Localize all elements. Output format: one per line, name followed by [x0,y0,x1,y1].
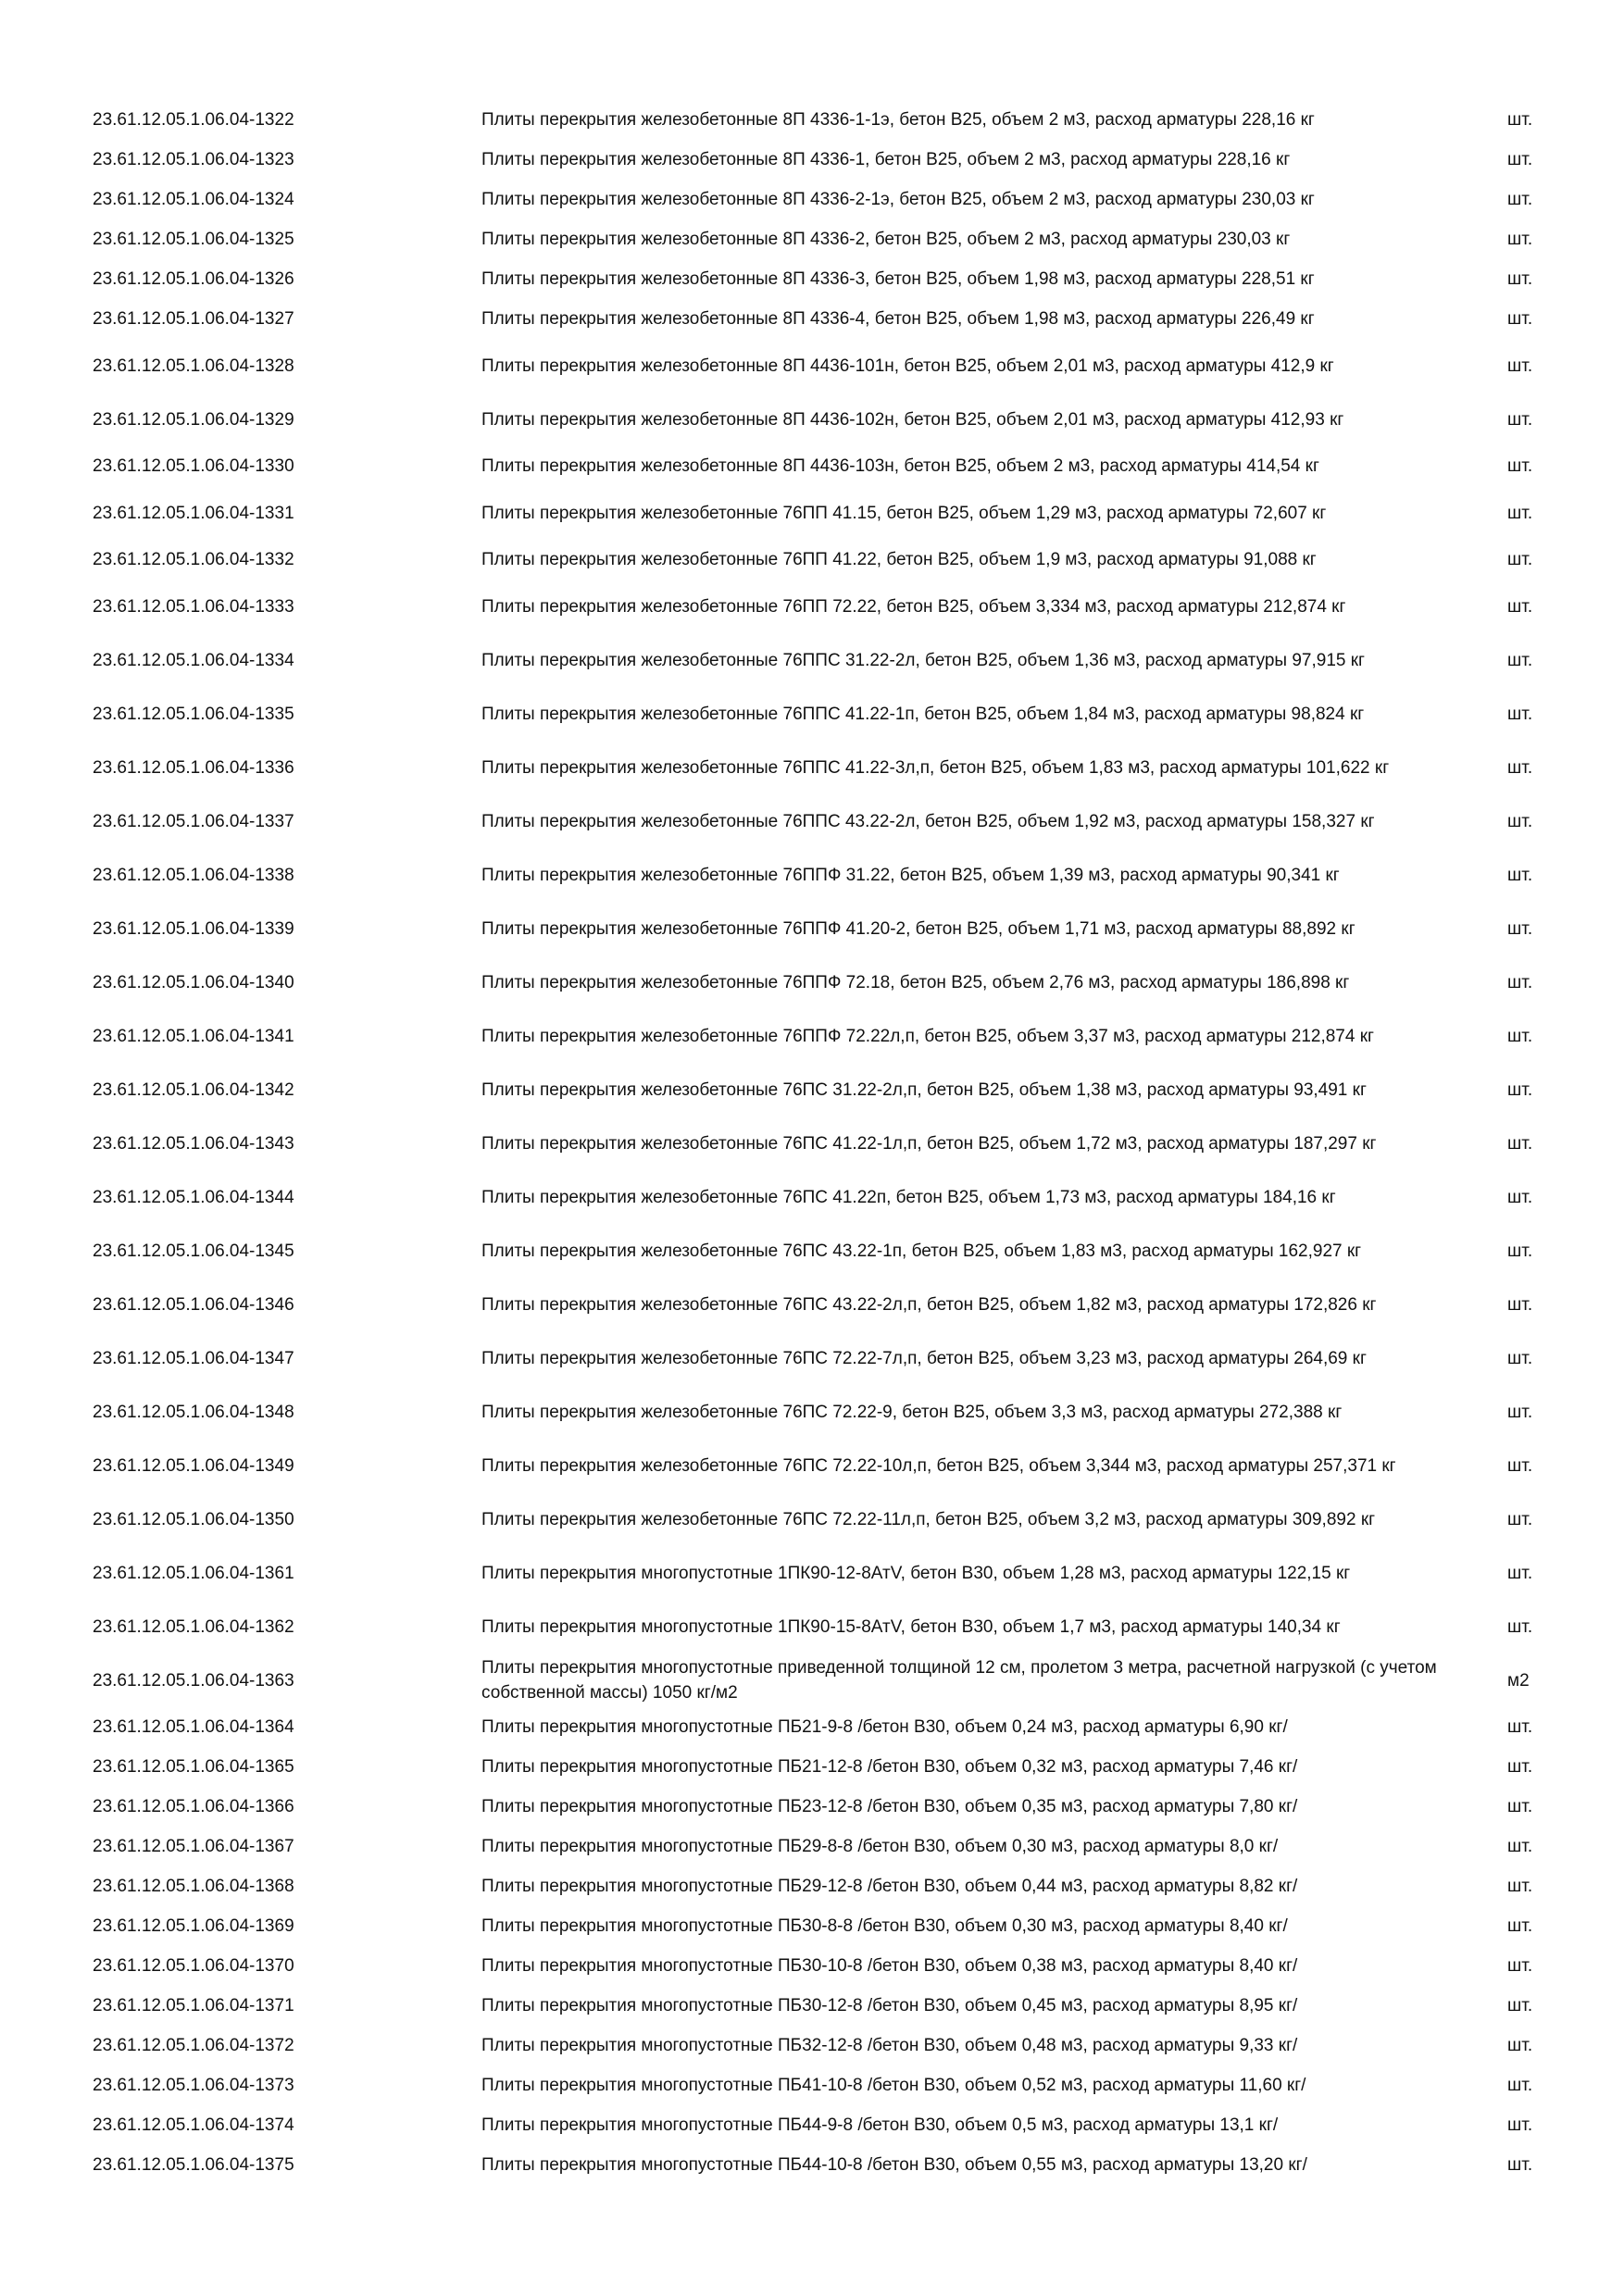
code-cell: 23.61.12.05.1.06.04-1334 [93,650,294,670]
name-cell: Плиты перекрытия железобетонные 76ПС 72.22-7л,п, бетон В25, объем 3,23 м3, расход арматуры 264,69 кг [481,1348,1367,1368]
name-cell: Плиты перекрытия железобетонные 76ППФ 72.18, бетон В25, объем 2,76 м3, расход арматуры 186,898 кг [481,972,1350,992]
unit-cell: шт. [1507,110,1533,130]
table-row [93,1906,1555,1946]
name-cell: Плиты перекрытия многопустотные ПБ44-9-8 /бетон В30, объем 0,5 м3, расход арматуры 13,1 кг/ [481,2115,1279,2135]
code-cell: 23.61.12.05.1.06.04-1346 [93,1294,294,1315]
table-row [93,902,1555,955]
name-cell: Плиты перекрытия железобетонные 76ППФ 41.20-2, бетон В25, объем 1,71 м3, расход арматуры 88,892 кг [481,918,1355,939]
code-cell: 23.61.12.05.1.06.04-1330 [93,456,294,476]
code-cell: 23.61.12.05.1.06.04-1333 [93,596,294,617]
table-row [93,339,1555,393]
name-cell: Плиты перекрытия железобетонные 76ПС 31.22-2л,п, бетон В25, объем 1,38 м3, расход арматуры 93,491 кг [481,1079,1367,1100]
unit-cell: шт. [1507,1616,1533,1637]
unit-cell: шт. [1507,503,1533,523]
table-row [93,1063,1555,1117]
unit-cell: м2 [1507,1670,1530,1691]
unit-cell: шт. [1507,150,1533,169]
code-cell: 23.61.12.05.1.06.04-1332 [93,550,294,569]
code-cell: 23.61.12.05.1.06.04-1328 [93,356,294,376]
table-row [93,1546,1555,1600]
code-cell: 23.61.12.05.1.06.04-1340 [93,972,294,992]
name-cell: Плиты перекрытия железобетонные 8П 4336-3, бетон В25, объем 1,98 м3, расход арматуры 228,51 кг [481,269,1315,289]
code-cell: 23.61.12.05.1.06.04-1338 [93,865,294,885]
unit-cell: шт. [1507,1402,1533,1422]
name-cell: Плиты перекрытия железобетонные 76ПП 41.15, бетон В25, объем 1,29 м3, расход арматуры 72,607 кг [481,503,1327,523]
name-cell: Плиты перекрытия многопустотные ПБ23-12-8 /бетон В30, объем 0,35 м3, расход арматуры 7,80 кг/ [481,1797,1298,1816]
code-cell: 23.61.12.05.1.06.04-1323 [93,150,294,169]
name-cell: Плиты перекрытия железобетонные 76ППС 41.22-1п, бетон В25, объем 1,84 м3, расход арматуры 98,824 кг [481,704,1365,724]
code-cell: 23.61.12.05.1.06.04-1366 [93,1797,294,1816]
unit-cell: шт. [1507,1797,1533,1816]
code-cell: 23.61.12.05.1.06.04-1347 [93,1348,294,1368]
table-row [93,741,1555,794]
name-cell: Плиты перекрытия многопустотные ПБ44-10-8 /бетон В30, объем 0,55 м3, расход арматуры 13,20 кг/ [481,2155,1307,2175]
table-row [93,1278,1555,1331]
name-cell: Плиты перекрытия многопустотные приведенной толщиной 12 см, пролетом 3 метра, расчетной нагрузкой (с учетом собственной массы) 1050 кг/м2 [481,1658,1437,1703]
code-cell: 23.61.12.05.1.06.04-1373 [93,2076,294,2095]
code-cell: 23.61.12.05.1.06.04-1375 [93,2155,294,2175]
name-cell: Плиты перекрытия железобетонные 76ПП 41.22, бетон В25, объем 1,9 м3, расход арматуры 91,088 кг [481,550,1317,569]
unit-cell: шт. [1507,972,1533,992]
name-cell: Плиты перекрытия железобетонные 76ППС 31.22-2л, бетон В25, объем 1,36 м3, расход арматуры 97,915 кг [481,650,1365,670]
table-row [93,2065,1555,2105]
unit-cell: шт. [1507,1717,1533,1737]
code-cell: 23.61.12.05.1.06.04-1335 [93,704,294,724]
unit-cell: шт. [1507,596,1533,617]
unit-cell: шт. [1507,704,1533,724]
table-row [93,1385,1555,1439]
name-cell: Плиты перекрытия железобетонные 8П 4336-2-1э, бетон В25, объем 2 м3, расход арматуры 230,03 кг [481,190,1315,209]
table-row [93,1866,1555,1906]
code-cell: 23.61.12.05.1.06.04-1326 [93,269,294,289]
table-row [93,393,1555,446]
unit-cell: шт. [1507,2036,1533,2055]
code-cell: 23.61.12.05.1.06.04-1349 [93,1455,294,1476]
unit-cell: шт. [1507,356,1533,376]
name-cell: Плиты перекрытия железобетонные 76ПС 72.22-10л,п, бетон В25, объем 3,344 м3, расход арматуры 257,371 кг [481,1455,1396,1476]
table-row [93,1653,1555,1707]
name-cell: Плиты перекрытия железобетонные 76ПС 43.22-1п, бетон В25, объем 1,83 м3, расход арматуры 162,927 кг [481,1241,1362,1261]
code-cell: 23.61.12.05.1.06.04-1325 [93,230,294,249]
table-row [93,1170,1555,1224]
unit-cell: шт. [1507,1563,1533,1583]
table-row [93,180,1555,219]
code-cell: 23.61.12.05.1.06.04-1369 [93,1916,294,1936]
name-cell: Плиты перекрытия многопустотные ПБ29-8-8 /бетон В30, объем 0,30 м3, расход арматуры 8,0 кг/ [481,1837,1279,1856]
name-cell: Плиты перекрытия многопустотные ПБ21-12-8 /бетон В30, объем 0,32 м3, расход арматуры 7,46 кг/ [481,1757,1298,1777]
table-row [93,1747,1555,1787]
code-cell: 23.61.12.05.1.06.04-1348 [93,1402,294,1422]
unit-cell: шт. [1507,2076,1533,2095]
code-cell: 23.61.12.05.1.06.04-1329 [93,409,294,430]
unit-cell: шт. [1507,811,1533,831]
table-row [93,955,1555,1009]
table-row [93,794,1555,848]
table-row [93,1009,1555,1063]
code-cell: 23.61.12.05.1.06.04-1327 [93,309,294,329]
name-cell: Плиты перекрытия железобетонные 76ПС 41.22п, бетон В25, объем 1,73 м3, расход арматуры 184,16 кг [481,1187,1336,1207]
table-row [93,259,1555,299]
name-cell: Плиты перекрытия железобетонные 76ПС 72.22-9, бетон В25, объем 3,3 м3, расход арматуры 272,388 кг [481,1402,1343,1422]
table-row [93,687,1555,741]
code-cell: 23.61.12.05.1.06.04-1368 [93,1877,294,1896]
table-row [93,446,1555,486]
table-row [93,2145,1555,2185]
code-cell: 23.61.12.05.1.06.04-1341 [93,1026,294,1046]
name-cell: Плиты перекрытия железобетонные 76ППС 41.22-3л,п, бетон В25, объем 1,83 м3, расход арматуры 101,622 кг [481,757,1390,778]
code-cell: 23.61.12.05.1.06.04-1363 [93,1670,294,1691]
table-row [93,2026,1555,2065]
unit-cell: шт. [1507,1294,1533,1315]
unit-cell: шт. [1507,1133,1533,1154]
code-cell: 23.61.12.05.1.06.04-1322 [93,110,294,130]
unit-cell: шт. [1507,1026,1533,1046]
unit-cell: шт. [1507,190,1533,209]
table-row [93,140,1555,180]
table-row [93,219,1555,259]
table-row [93,100,1555,140]
table-row [93,1224,1555,1278]
code-cell: 23.61.12.05.1.06.04-1342 [93,1079,294,1100]
unit-cell: шт. [1507,2155,1533,2175]
unit-cell: шт. [1507,230,1533,249]
name-cell: Плиты перекрытия многопустотные ПБ30-10-8 /бетон В30, объем 0,38 м3, расход арматуры 8,40 кг/ [481,1956,1298,1976]
name-cell: Плиты перекрытия железобетонные 76ПП 72.22, бетон В25, объем 3,334 м3, расход арматуры 212,874 кг [481,596,1346,617]
name-cell: Плиты перекрытия многопустотные ПБ41-10-8 /бетон В30, объем 0,52 м3, расход арматуры 11,60 кг/ [481,2076,1306,2095]
name-cell: Плиты перекрытия железобетонные 76ППС 43.22-2л, бетон В25, объем 1,92 м3, расход арматуры 158,327 кг [481,811,1375,831]
name-cell: Плиты перекрытия железобетонные 8П 4336-1, бетон В25, объем 2 м3, расход арматуры 228,16 кг [481,150,1291,169]
code-cell: 23.61.12.05.1.06.04-1371 [93,1996,294,2015]
unit-cell: шт. [1507,1837,1533,1856]
unit-cell: шт. [1507,1455,1533,1476]
name-cell: Плиты перекрытия многопустотные ПБ29-12-8 /бетон В30, объем 0,44 м3, расход арматуры 8,82 кг/ [481,1877,1298,1896]
table-row [93,633,1555,687]
unit-cell: шт. [1507,309,1533,329]
table-row [93,1331,1555,1385]
name-cell: Плиты перекрытия железобетонные 76ПС 72.22-11л,п, бетон В25, объем 3,2 м3, расход арматуры 309,892 кг [481,1509,1376,1529]
name-cell: Плиты перекрытия железобетонные 8П 4436-103н, бетон В25, объем 2 м3, расход арматуры 414,54 кг [481,456,1319,476]
code-cell: 23.61.12.05.1.06.04-1365 [93,1757,294,1777]
code-cell: 23.61.12.05.1.06.04-1331 [93,503,294,523]
code-cell: 23.61.12.05.1.06.04-1324 [93,190,294,209]
name-cell: Плиты перекрытия железобетонные 8П 4436-102н, бетон В25, объем 2,01 м3, расход арматуры 412,93 кг [481,409,1344,430]
table-row [93,1117,1555,1170]
table-row [93,1439,1555,1492]
table-row [93,1787,1555,1827]
name-cell: Плиты перекрытия многопустотные ПБ30-12-8 /бетон В30, объем 0,45 м3, расход арматуры 8,95 кг/ [481,1996,1298,2015]
code-cell: 23.61.12.05.1.06.04-1345 [93,1241,294,1261]
name-cell: Плиты перекрытия многопустотные 1ПК90-15-8АтV, бетон В30, объем 1,7 м3, расход арматуры 140,34 кг [481,1616,1341,1637]
code-cell: 23.61.12.05.1.06.04-1374 [93,2115,294,2135]
unit-cell: шт. [1507,409,1533,430]
code-cell: 23.61.12.05.1.06.04-1367 [93,1837,294,1856]
name-cell: Плиты перекрытия многопустотные ПБ30-8-8 /бетон В30, объем 0,30 м3, расход арматуры 8,40 кг/ [481,1916,1288,1936]
table-row [93,1707,1555,1747]
price-list-body [93,100,1555,2185]
table-row [93,540,1555,580]
table-row [93,1600,1555,1653]
unit-cell: шт. [1507,1079,1533,1100]
unit-cell: шт. [1507,1241,1533,1261]
table-row [93,580,1555,633]
code-cell: 23.61.12.05.1.06.04-1361 [93,1563,294,1583]
code-cell: 23.61.12.05.1.06.04-1372 [93,2036,294,2055]
name-cell: Плиты перекрытия многопустотные ПБ32-12-8 /бетон В30, объем 0,48 м3, расход арматуры 9,33 кг/ [481,2036,1298,2055]
code-cell: 23.61.12.05.1.06.04-1336 [93,757,294,778]
price-list-table [93,100,1555,2185]
unit-cell: шт. [1507,456,1533,476]
unit-cell: шт. [1507,1996,1533,2015]
code-cell: 23.61.12.05.1.06.04-1362 [93,1616,294,1637]
name-cell: Плиты перекрытия железобетонные 76ППФ 72.22л,п, бетон В25, объем 3,37 м3, расход арматуры 212,874 кг [481,1026,1374,1046]
unit-cell: шт. [1507,1509,1533,1529]
code-cell: 23.61.12.05.1.06.04-1344 [93,1187,294,1207]
name-cell: Плиты перекрытия железобетонные 76ППФ 31.22, бетон В25, объем 1,39 м3, расход арматуры 90,341 кг [481,865,1340,885]
table-row [93,299,1555,339]
code-cell: 23.61.12.05.1.06.04-1339 [93,918,294,939]
code-cell: 23.61.12.05.1.06.04-1364 [93,1717,294,1737]
table-row [93,1986,1555,2026]
unit-cell: шт. [1507,2115,1533,2135]
name-cell: Плиты перекрытия многопустотные 1ПК90-12-8АтV, бетон В30, объем 1,28 м3, расход арматуры 122,15 кг [481,1563,1351,1583]
code-cell: 23.61.12.05.1.06.04-1370 [93,1956,294,1976]
code-cell: 23.61.12.05.1.06.04-1337 [93,811,294,831]
table-row [93,486,1555,540]
code-cell: 23.61.12.05.1.06.04-1343 [93,1133,294,1154]
name-cell: Плиты перекрытия железобетонные 76ПС 43.22-2л,п, бетон В25, объем 1,82 м3, расход арматуры 172,826 кг [481,1294,1377,1315]
name-cell: Плиты перекрытия железобетонные 8П 4336-1-1э, бетон В25, объем 2 м3, расход арматуры 228,16 кг [481,110,1315,130]
unit-cell: шт. [1507,1877,1533,1896]
unit-cell: шт. [1507,1956,1533,1976]
name-cell: Плиты перекрытия многопустотные ПБ21-9-8 /бетон В30, объем 0,24 м3, расход арматуры 6,90 кг/ [481,1717,1288,1737]
unit-cell: шт. [1507,1757,1533,1777]
unit-cell: шт. [1507,918,1533,939]
code-cell: 23.61.12.05.1.06.04-1350 [93,1509,294,1529]
table-row [93,2105,1555,2145]
unit-cell: шт. [1507,757,1533,778]
name-cell: Плиты перекрытия железобетонные 76ПС 41.22-1л,п, бетон В25, объем 1,72 м3, расход арматуры 187,297 кг [481,1133,1377,1154]
unit-cell: шт. [1507,1916,1533,1936]
name-cell: Плиты перекрытия железобетонные 8П 4436-101н, бетон В25, объем 2,01 м3, расход арматуры 412,9 кг [481,356,1334,376]
table-row [93,1946,1555,1986]
unit-cell: шт. [1507,1348,1533,1368]
unit-cell: шт. [1507,865,1533,885]
table-row [93,1827,1555,1866]
name-cell: Плиты перекрытия железобетонные 8П 4336-2, бетон В25, объем 2 м3, расход арматуры 230,03 кг [481,230,1291,249]
unit-cell: шт. [1507,269,1533,289]
table-row [93,1492,1555,1546]
unit-cell: шт. [1507,1187,1533,1207]
unit-cell: шт. [1507,550,1533,569]
name-cell: Плиты перекрытия железобетонные 8П 4336-4, бетон В25, объем 1,98 м3, расход арматуры 226,49 кг [481,309,1315,329]
unit-cell: шт. [1507,650,1533,670]
table-row [93,848,1555,902]
